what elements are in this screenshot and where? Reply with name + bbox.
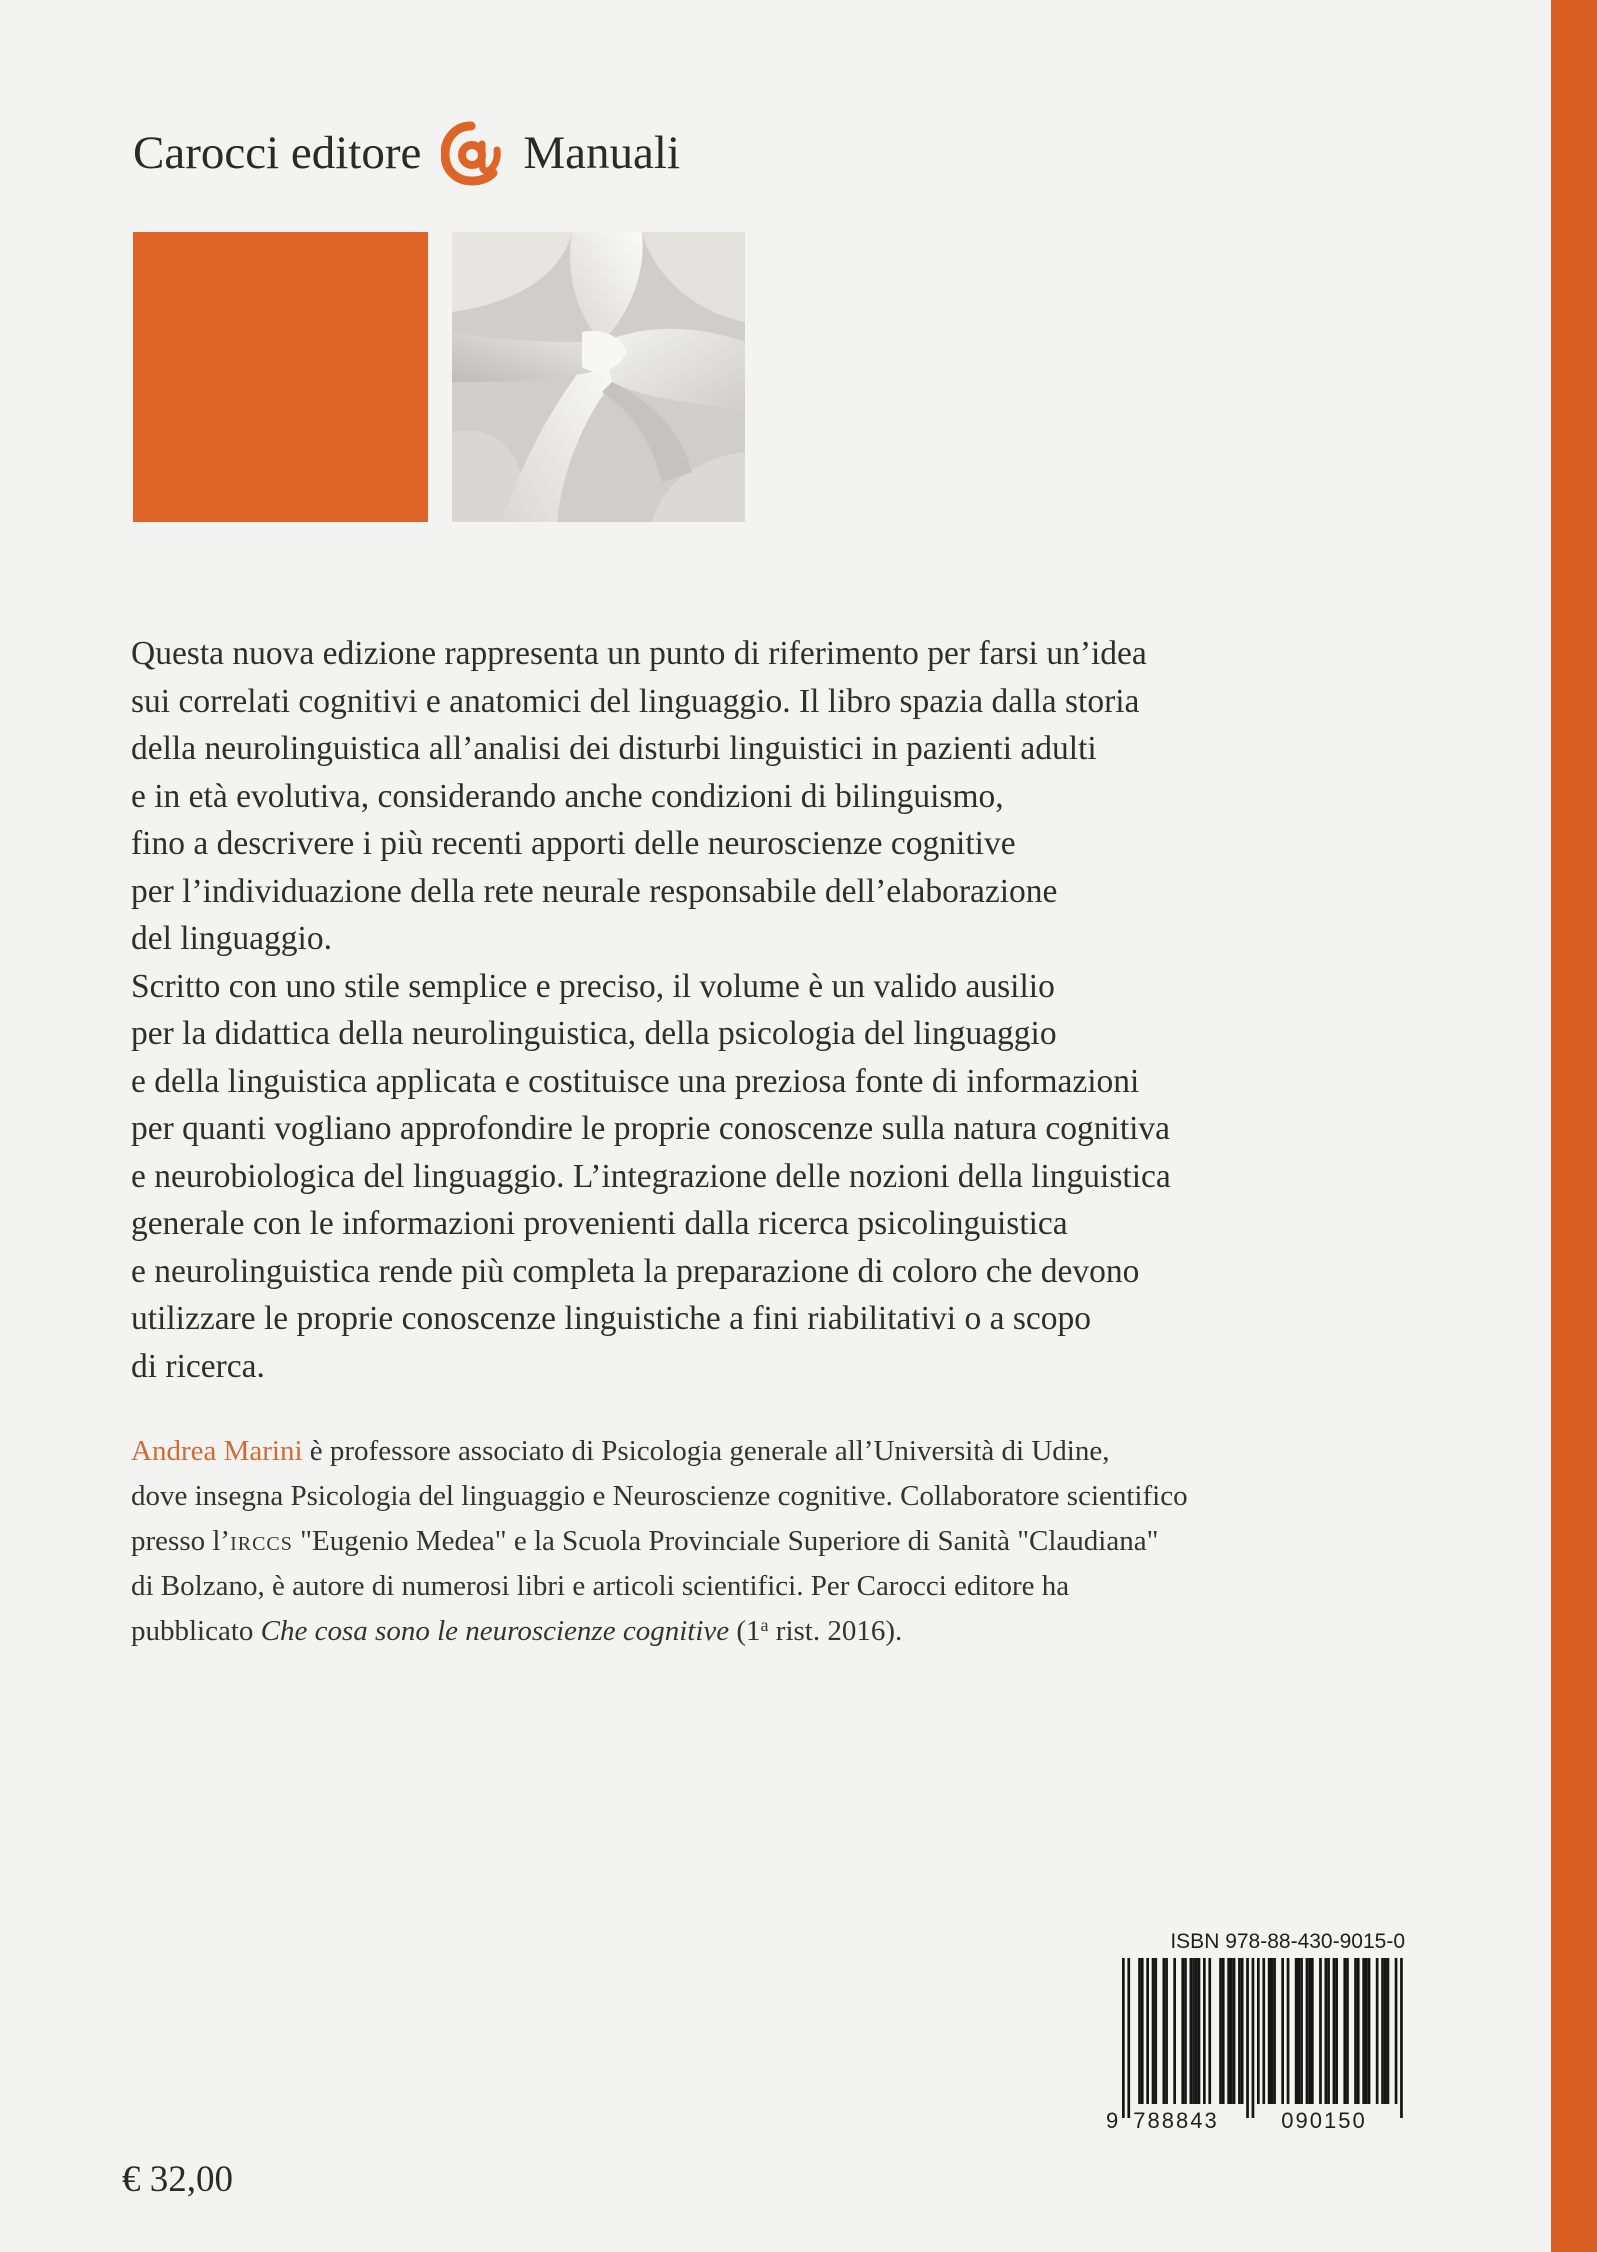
book-description [131,630,1511,1390]
barcode-bar [1154,1958,1157,2104]
description-line: e in età evolutiva, considerando anche condizioni di bilinguismo, [131,777,1004,815]
description-line: e neurolinguistica rende più completa la preparazione di coloro che devono [131,1252,1140,1290]
barcode-bar [1346,1958,1349,2104]
barcode-bar [1387,1958,1390,2104]
at-sign-logo-icon [441,120,501,186]
author-bio-line: di Bolzano, è autore di numerosi libri e articoli scientifici. Per Carocci editore ha [131,1570,1070,1602]
book-title: Che cosa sono le neuroscienze cognitive [260,1615,730,1647]
description-line: sui correlati cognitivi e anatomici del linguaggio. Il libro spazia dalla storia [131,682,1140,720]
barcode-bar [1152,1958,1155,2104]
author-name: Andrea Marini [131,1435,303,1467]
barcode-bar [1400,1958,1403,2118]
barcode-bar [1138,1958,1141,2104]
publisher-header [133,118,680,188]
barcode-bar [1227,1958,1230,2104]
author-bio [131,1429,1511,1654]
barcode-bar [1335,1958,1338,2104]
barcode-bar [1362,1958,1365,2104]
barcode-bar [1327,1958,1330,2104]
barcode-bar [1354,1958,1357,2104]
barcode-bar [1233,1958,1236,2104]
barcode-bar [1219,1958,1222,2104]
price: € 32,00 [122,2159,233,2200]
barcode-bar [1173,1958,1176,2104]
barcode-bar [1287,1958,1290,2104]
author-bio-line: dove insegna Psicologia del linguaggio e Neuroscienze cognitive. Collaboratore scientifico [131,1480,1188,1512]
barcode-bar [1184,1958,1187,2104]
barcode-bar [1365,1958,1368,2104]
barcode-bar [1333,1958,1336,2104]
barcode-bar [1141,1958,1144,2104]
isbn-barcode [1100,1930,1405,2133]
barcode-digits-right: 090150 [1281,2108,1367,2133]
barcode-bar [1271,1958,1274,2104]
barcode-bar [1163,1958,1166,2104]
barcode-bar [1268,1958,1271,2104]
description-line: del linguaggio. [131,920,332,957]
barcode-bar [1376,1958,1379,2104]
irccs-abbrev: irccs [230,1525,293,1557]
barcode-bar [1395,1958,1398,2104]
barcode-bar [1257,1958,1260,2104]
barcode-bar [1203,1958,1206,2104]
author-bio-line: Andrea Marini è professore associato di Psicologia generale all’Università di Udine, [131,1435,1110,1467]
barcode-bar [1195,1958,1198,2104]
author-bio-line: pubblicato Che cosa sono le neuroscienze cognitive (1$^a$ rist. 2016). [131,1615,903,1647]
description-line: fino a descrivere i più recenti apporti delle neuroscienze cognitive [131,825,1016,862]
barcode-bar [1319,1958,1322,2104]
description-line: della neurolinguistica all’analisi dei disturbi linguistici in pazienti adulti [131,730,1097,767]
barcode-bar [1146,1958,1149,2104]
barcode-bar [1300,1958,1303,2104]
description-line: e neurobiologica del linguaggio. L’integrazione delle nozioni della linguistica [131,1157,1171,1195]
description-line: generale con le informazioni provenienti dalla ricerca psicolinguistica [131,1205,1068,1242]
barcode-bar [1262,1958,1265,2104]
barcode-bar [1241,1958,1244,2104]
barcode-bar [1238,1958,1241,2104]
barcode-bar [1190,1958,1193,2104]
barcode-bar [1381,1958,1384,2104]
description-line: di ricerca. [131,1347,265,1385]
barcode-bar [1368,1958,1371,2104]
barcode-bar [1273,1958,1276,2104]
description-line: per la didattica della neurolinguistica, della psicologia del linguaggio [131,1015,1057,1052]
series-name: Manuali [523,127,681,179]
author-bio-line: presso l’irccs "Eugenio Medea" e la Scuola Provinciale Superiore di Sanità "Claudiana" [131,1525,1159,1557]
orange-square [133,232,428,522]
description-line: Questa nuova edizione rappresenta un punto di riferimento per farsi un’idea [131,635,1147,672]
barcode-digits-left: 788843 [1133,2108,1219,2133]
barcode-bar [1181,1958,1184,2104]
spine-stripe [1551,0,1597,2252]
isbn-label: ISBN 978-88-430-9015-0 [1170,1930,1405,1953]
barcode-bar [1384,1958,1387,2104]
barcode-bar [1298,1958,1301,2104]
barcode-bar [1192,1958,1195,2104]
barcode-bar [1343,1958,1346,2104]
barcode-bar [1325,1958,1328,2104]
barcode-bar [1252,1958,1255,2118]
description-line: Scritto con uno stile semplice e preciso, il volume è un valido ausilio [131,967,1055,1005]
publisher-name: Carocci editore [133,127,422,179]
barcode-bar [1127,1958,1130,2118]
description-line: per l’individuazione della rete neurale responsabile dell’elaborazione [131,872,1058,910]
barcode-bar [1230,1958,1233,2104]
barcode-bar [1295,1958,1298,2104]
barcode-bar [1306,1958,1309,2104]
barcode-bars [1100,1958,1405,2133]
barcode-bar [1208,1958,1211,2104]
barcode-bar [1281,1958,1284,2104]
barcode-bar [1308,1958,1311,2104]
description-line: e della linguistica applicata e costituisce una preziosa fonte di informazioni [131,1062,1140,1100]
barcode-bar [1165,1958,1168,2104]
barcode-bar [1198,1958,1201,2104]
barcode-digit-first: 9 [1106,2108,1119,2133]
barcode-bar [1246,1958,1249,2118]
barcode-bar [1311,1958,1314,2104]
barcode-bar [1222,1958,1225,2104]
abstract-sculpture-photo [452,232,745,522]
description-line: utilizzare le proprie conoscenze linguistiche a fini riabilitativi o a scopo [131,1300,1091,1337]
barcode-bar [1122,1958,1125,2118]
description-line: per quanti vogliano approfondire le proprie conoscenze sulla natura cognitiva [131,1110,1171,1147]
barcode-bar [1357,1958,1360,2104]
